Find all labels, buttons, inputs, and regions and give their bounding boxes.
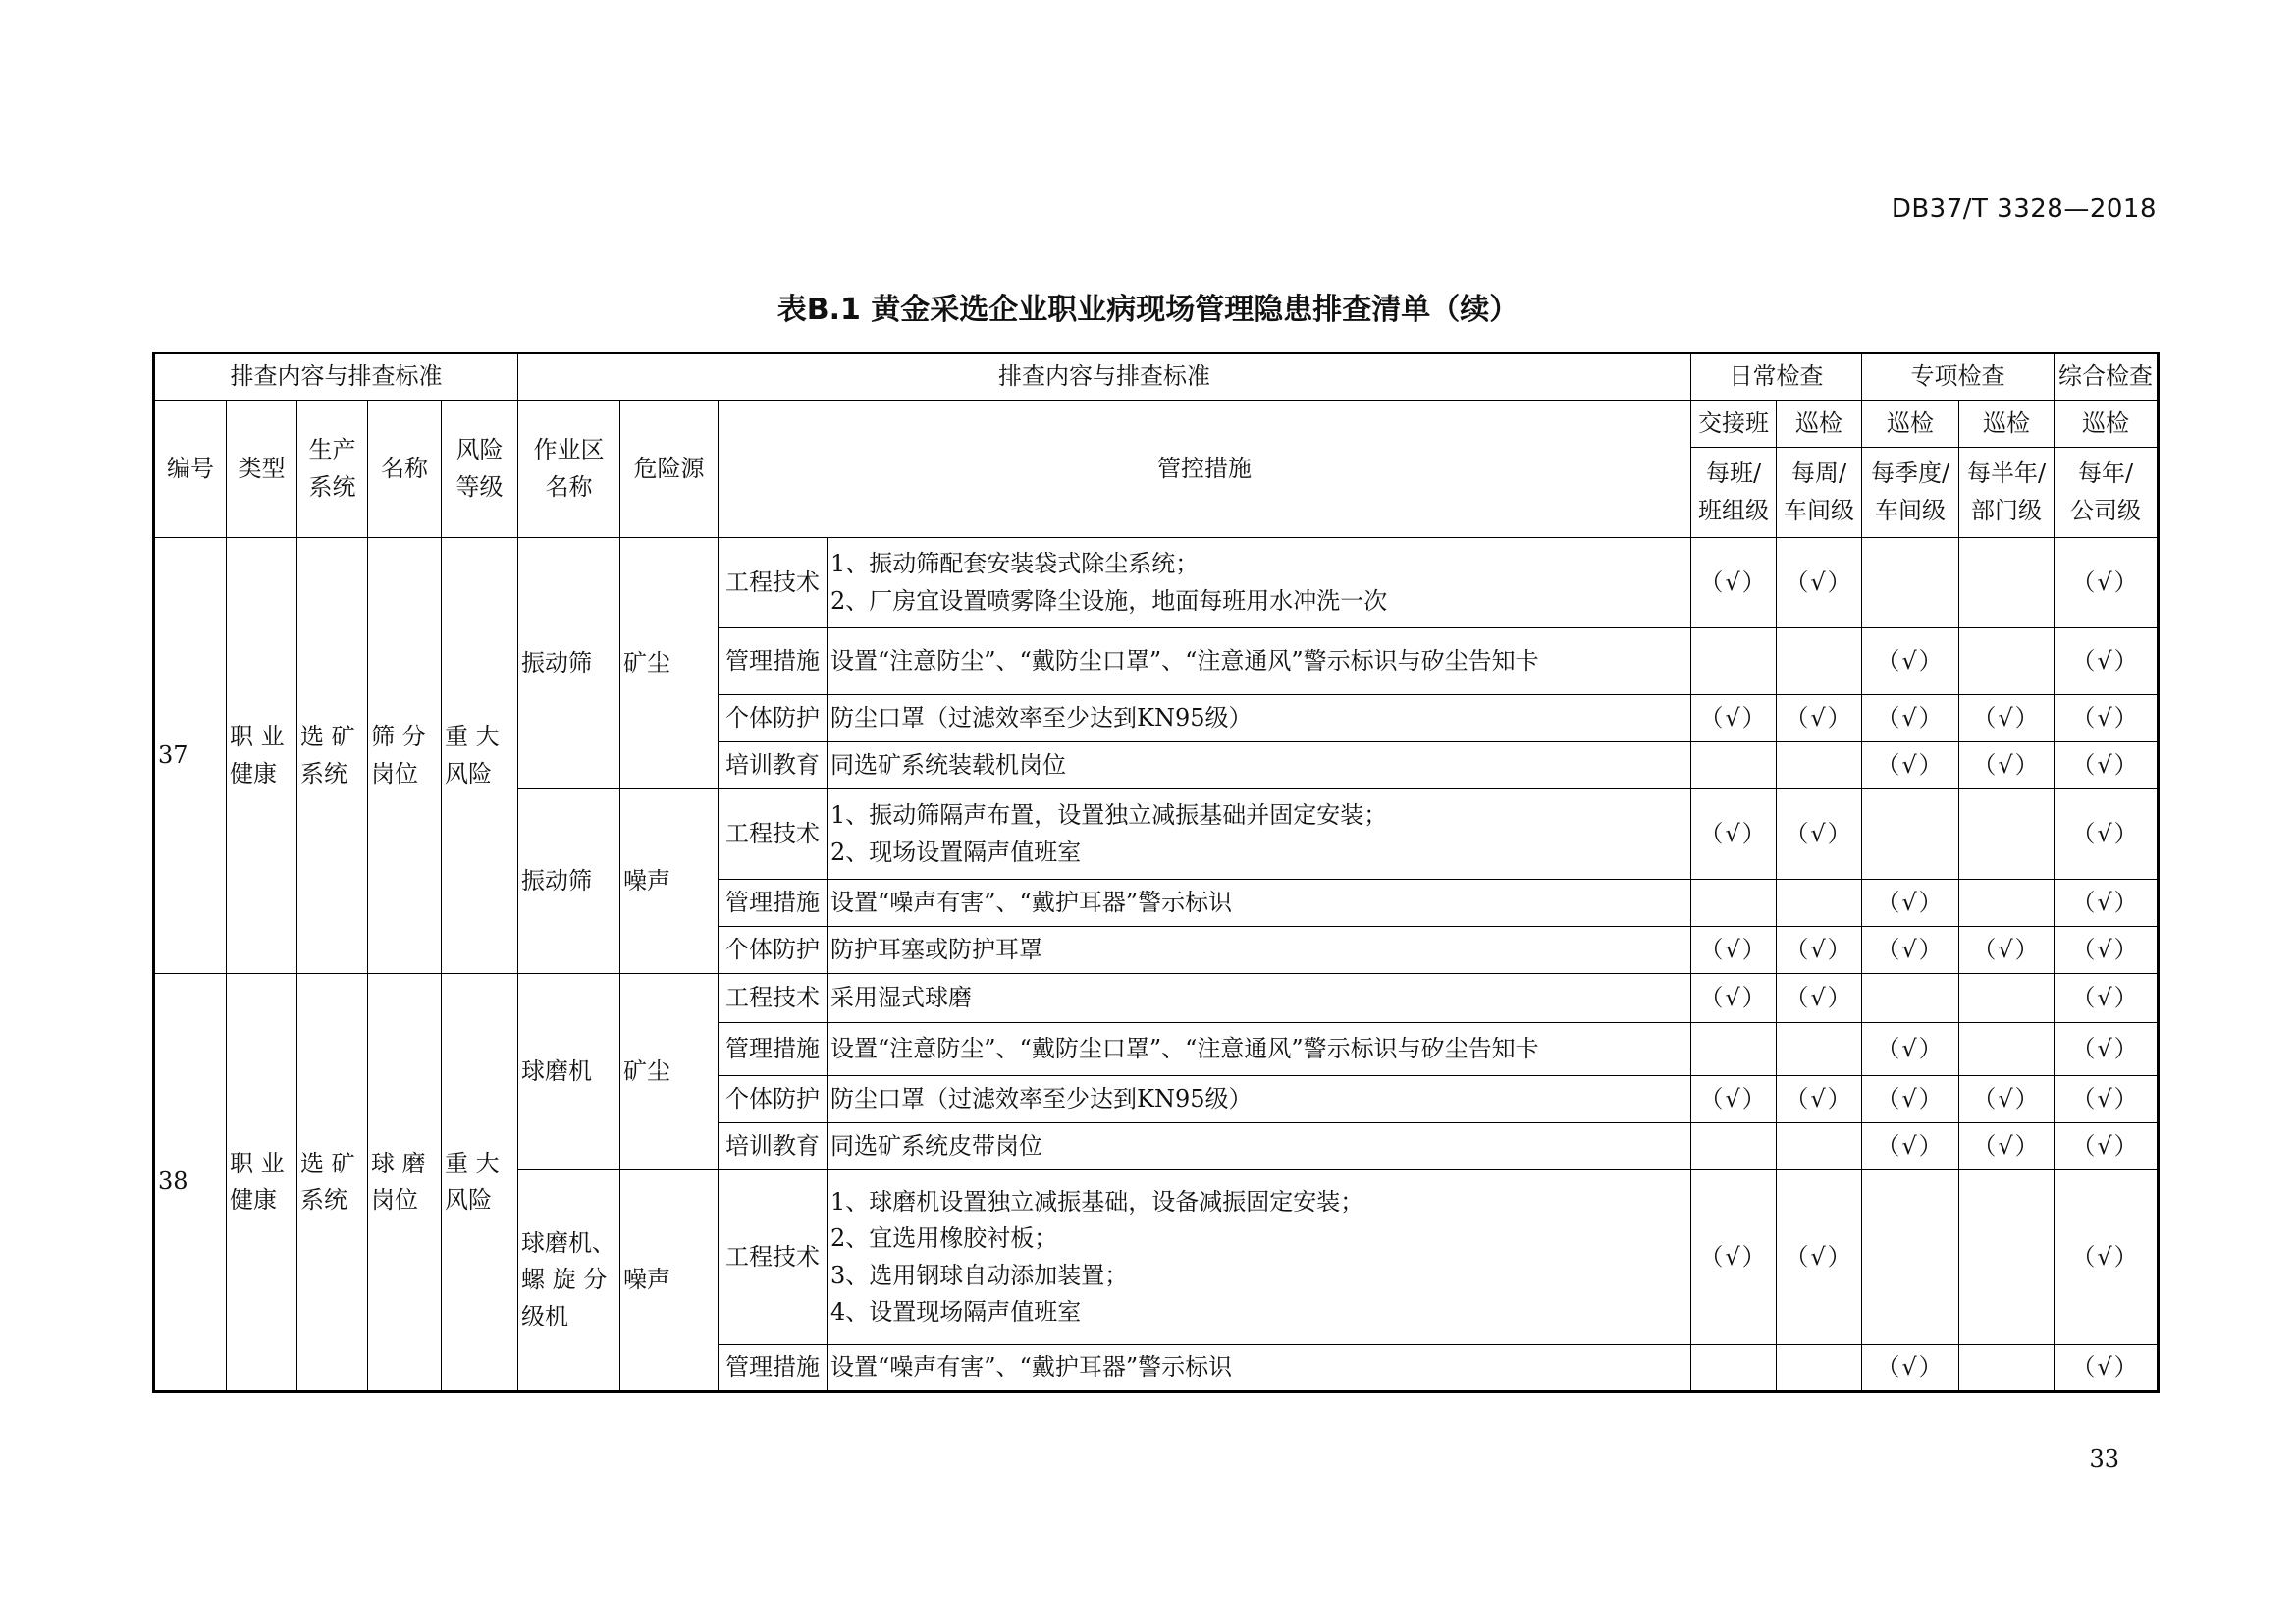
hazard-source: 噪声 [620, 1170, 719, 1392]
check-mark-3 [1862, 538, 1959, 628]
measure-text: 设置“注意防尘”、“戴防尘口罩”、“注意通风”警示标识与矽尘告知卡 [828, 1023, 1691, 1076]
work-area-name: 球磨机、 螺 旋 分 级机 [518, 1170, 620, 1392]
header-group-left: 排查内容与排查标准 [154, 353, 518, 401]
item-risk-level: 重 大 风险 [442, 974, 518, 1392]
header-comprehensive-check: 综合检查 [2055, 353, 2159, 401]
check-mark-2: （√） [1777, 974, 1862, 1023]
measure-category: 个体防护 [719, 927, 828, 974]
measure-text: 同选矿系统皮带岗位 [828, 1123, 1691, 1170]
check-mark-2: （√） [1777, 1170, 1862, 1345]
item-type: 职 业 健康 [227, 538, 297, 974]
header-hazard-source: 危险源 [620, 401, 719, 538]
check-mark-4 [1959, 1023, 2055, 1076]
header-daily-check: 日常检查 [1691, 353, 1862, 401]
measure-category: 管理措施 [719, 628, 828, 695]
check-mark-4 [1959, 628, 2055, 695]
item-system: 选 矿 系统 [297, 974, 368, 1392]
check-mark-1: （√） [1691, 695, 1777, 742]
measure-text: 1、振动筛配套安装袋式除尘系统； 2、厂房宜设置喷雾降尘设施，地面每班用水冲洗一次 [828, 538, 1691, 628]
check-mark-3: （√） [1862, 742, 1959, 789]
work-area-name: 球磨机 [518, 974, 620, 1170]
header-freq-1: 每班/ 班组级 [1691, 448, 1777, 538]
hazard-source: 矿尘 [620, 974, 719, 1170]
measure-category: 个体防护 [719, 1076, 828, 1123]
item-risk-level: 重 大 风险 [442, 538, 518, 974]
measure-text: 同选矿系统装载机岗位 [828, 742, 1691, 789]
check-mark-1: （√） [1691, 538, 1777, 628]
check-mark-4 [1959, 1345, 2055, 1392]
check-mark-5: （√） [2055, 1170, 2159, 1345]
check-mark-1 [1691, 1345, 1777, 1392]
header-name: 名称 [368, 401, 442, 538]
header-row-1 [154, 353, 2159, 401]
measure-text: 防尘口罩（过滤效率至少达到KN95级） [828, 695, 1691, 742]
header-sub-3: 巡检 [1862, 401, 1959, 448]
check-mark-1 [1691, 880, 1777, 927]
item-number: 38 [154, 974, 227, 1392]
check-mark-5: （√） [2055, 880, 2159, 927]
check-mark-5: （√） [2055, 789, 2159, 880]
measure-text: 防尘口罩（过滤效率至少达到KN95级） [828, 1076, 1691, 1123]
check-mark-2: （√） [1777, 538, 1862, 628]
check-mark-1: （√） [1691, 789, 1777, 880]
header-sub-5: 巡检 [2055, 401, 2159, 448]
check-mark-5: （√） [2055, 1076, 2159, 1123]
check-mark-4: （√） [1959, 695, 2055, 742]
measure-category: 工程技术 [719, 789, 828, 880]
check-mark-2 [1777, 1123, 1862, 1170]
check-mark-1 [1691, 742, 1777, 789]
check-mark-5: （√） [2055, 742, 2159, 789]
check-mark-1 [1691, 1123, 1777, 1170]
check-mark-3 [1862, 789, 1959, 880]
header-system: 生产 系统 [297, 401, 368, 538]
check-mark-3: （√） [1862, 880, 1959, 927]
check-mark-3: （√） [1862, 1023, 1959, 1076]
check-mark-3: （√） [1862, 1076, 1959, 1123]
check-mark-1: （√） [1691, 1170, 1777, 1345]
check-mark-4 [1959, 789, 2055, 880]
check-mark-5: （√） [2055, 695, 2159, 742]
measure-text: 设置“噪声有害”、“戴护耳器”警示标识 [828, 1345, 1691, 1392]
header-no: 编号 [154, 401, 227, 538]
measure-text: 防护耳塞或防护耳罩 [828, 927, 1691, 974]
measure-category: 培训教育 [719, 742, 828, 789]
check-mark-1: （√） [1691, 927, 1777, 974]
check-mark-1 [1691, 628, 1777, 695]
item-system: 选 矿 系统 [297, 538, 368, 974]
measure-category: 工程技术 [719, 538, 828, 628]
check-mark-2: （√） [1777, 789, 1862, 880]
measure-text: 1、球磨机设置独立减振基础，设备减振固定安装； 2、宜选用橡胶衬板； 3、选用钢球自动添加装置； 4、设置现场隔声值班室 [828, 1170, 1691, 1345]
check-mark-2 [1777, 628, 1862, 695]
measure-text: 1、振动筛隔声布置，设置独立减振基础并固定安装； 2、现场设置隔声值班室 [828, 789, 1691, 880]
measure-category: 培训教育 [719, 1123, 828, 1170]
check-mark-4: （√） [1959, 1123, 2055, 1170]
check-mark-2 [1777, 880, 1862, 927]
header-group-mid: 排查内容与排查标准 [518, 353, 1691, 401]
header-sub-1: 交接班 [1691, 401, 1777, 448]
check-mark-5: （√） [2055, 538, 2159, 628]
measure-text: 采用湿式球磨 [828, 974, 1691, 1023]
check-mark-3: （√） [1862, 1345, 1959, 1392]
table-row [154, 974, 2159, 1023]
work-area-name: 振动筛 [518, 538, 620, 789]
check-mark-3: （√） [1862, 695, 1959, 742]
header-risk-level: 风险 等级 [442, 401, 518, 538]
measure-category: 工程技术 [719, 1170, 828, 1345]
check-mark-4: （√） [1959, 1076, 2055, 1123]
check-mark-2: （√） [1777, 695, 1862, 742]
hazard-checklist-table [152, 352, 2160, 1393]
check-mark-3: （√） [1862, 1123, 1959, 1170]
check-mark-5: （√） [2055, 1123, 2159, 1170]
check-mark-1: （√） [1691, 1076, 1777, 1123]
work-area-name: 振动筛 [518, 789, 620, 974]
standard-code: DB37/T 3328—2018 [1891, 194, 2157, 224]
measure-category: 管理措施 [719, 880, 828, 927]
check-mark-2: （√） [1777, 1076, 1862, 1123]
check-mark-5: （√） [2055, 628, 2159, 695]
check-mark-3: （√） [1862, 628, 1959, 695]
header-freq-3: 每季度/ 车间级 [1862, 448, 1959, 538]
check-mark-4 [1959, 974, 2055, 1023]
check-mark-5: （√） [2055, 974, 2159, 1023]
measure-category: 管理措施 [719, 1345, 828, 1392]
check-mark-2: （√） [1777, 927, 1862, 974]
page-number: 33 [2089, 1445, 2119, 1473]
item-number: 37 [154, 538, 227, 974]
header-freq-5: 每年/ 公司级 [2055, 448, 2159, 538]
check-mark-5: （√） [2055, 927, 2159, 974]
check-mark-1 [1691, 1023, 1777, 1076]
item-type: 职 业 健康 [227, 974, 297, 1392]
header-freq-4: 每半年/ 部门级 [1959, 448, 2055, 538]
hazard-source: 噪声 [620, 789, 719, 974]
header-type: 类型 [227, 401, 297, 538]
measure-text: 设置“注意防尘”、“戴防尘口罩”、“注意通风”警示标识与矽尘告知卡 [828, 628, 1691, 695]
check-mark-3: （√） [1862, 927, 1959, 974]
header-freq-2: 每周/ 车间级 [1777, 448, 1862, 538]
header-sub-2: 巡检 [1777, 401, 1862, 448]
check-mark-3 [1862, 1170, 1959, 1345]
check-mark-4 [1959, 880, 2055, 927]
check-mark-4 [1959, 538, 2055, 628]
check-mark-2 [1777, 1345, 1862, 1392]
measure-category: 管理措施 [719, 1023, 828, 1076]
measure-text: 设置“噪声有害”、“戴护耳器”警示标识 [828, 880, 1691, 927]
item-name: 筛 分 岗位 [368, 538, 442, 974]
header-work-area: 作业区 名称 [518, 401, 620, 538]
check-mark-4: （√） [1959, 927, 2055, 974]
measure-category: 个体防护 [719, 695, 828, 742]
check-mark-1: （√） [1691, 974, 1777, 1023]
header-control-measures: 管控措施 [719, 401, 1691, 538]
measure-category: 工程技术 [719, 974, 828, 1023]
check-mark-3 [1862, 974, 1959, 1023]
check-mark-2 [1777, 742, 1862, 789]
header-row-2 [154, 401, 2159, 448]
table-row [154, 538, 2159, 628]
table-title: 表B.1 黄金采选企业职业病现场管理隐患排查清单（续） [776, 293, 1520, 327]
check-mark-5: （√） [2055, 1023, 2159, 1076]
item-name: 球 磨 岗位 [368, 974, 442, 1392]
hazard-source: 矿尘 [620, 538, 719, 789]
check-mark-4: （√） [1959, 742, 2055, 789]
check-mark-5: （√） [2055, 1345, 2159, 1392]
check-mark-2 [1777, 1023, 1862, 1076]
check-mark-4 [1959, 1170, 2055, 1345]
header-special-check: 专项检查 [1862, 353, 2055, 401]
header-sub-4: 巡检 [1959, 401, 2055, 448]
